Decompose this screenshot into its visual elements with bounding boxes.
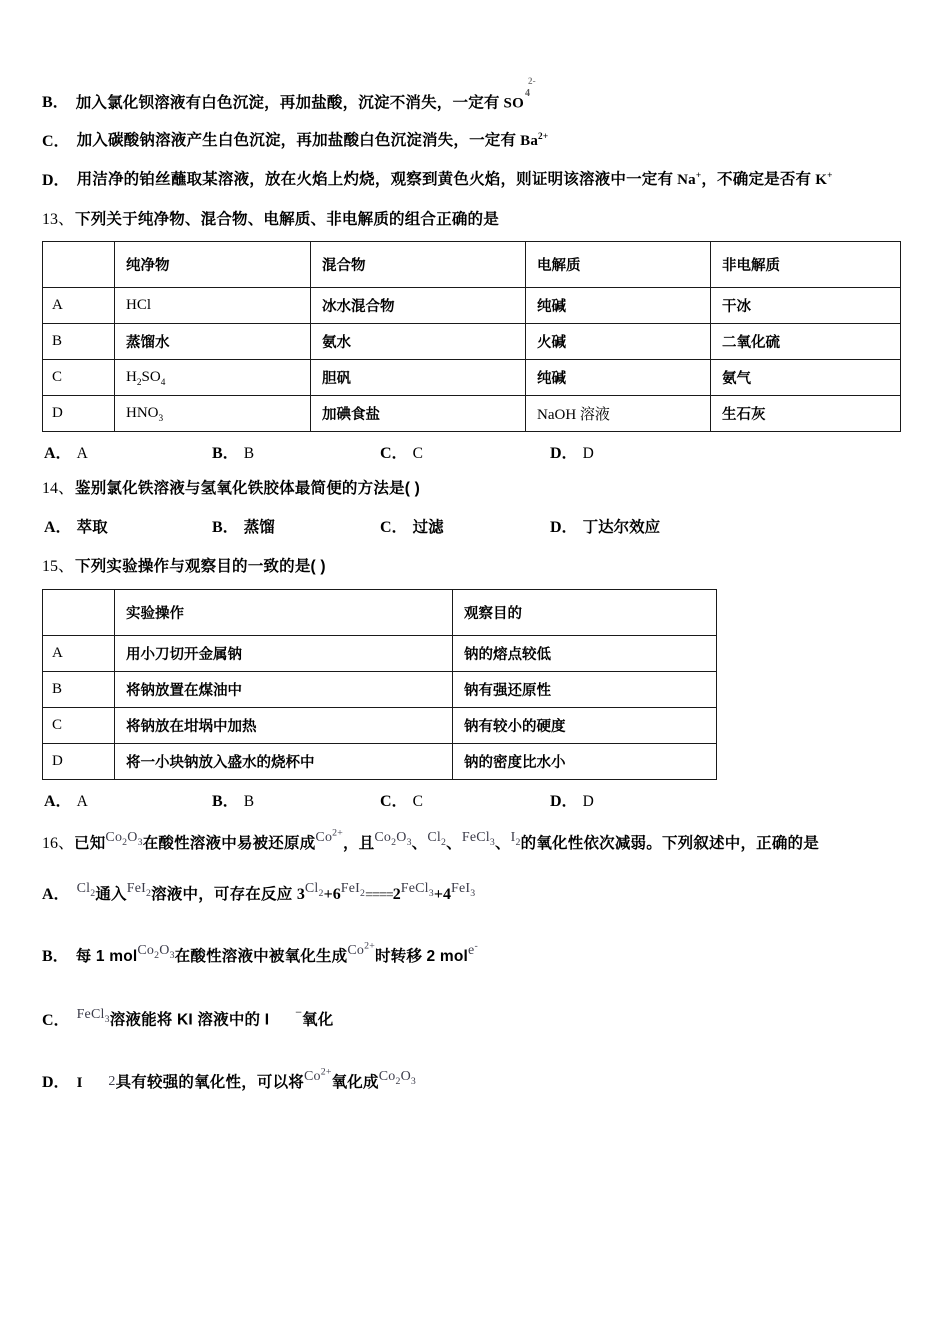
table-13-header-mixture: 混合物 bbox=[311, 242, 526, 288]
barium-base: Ba bbox=[520, 133, 539, 150]
table-13-row-a-label: A bbox=[43, 288, 115, 324]
formula-cl2-3: $Cl_2$ bbox=[304, 880, 324, 899]
question-16-text-7: 的氧化性依次减弱。下列叙述中，正确的是 bbox=[520, 834, 819, 852]
table-row bbox=[43, 635, 717, 671]
table-13-row-a-pure: HCl bbox=[115, 288, 311, 324]
table-13-header-blank bbox=[43, 242, 115, 288]
formula-i2-1: $I_2$ bbox=[510, 829, 521, 848]
page-content bbox=[42, 76, 908, 1131]
question-16-option-b-text-2: 在酸性溶液中被氧化生成 bbox=[174, 947, 348, 965]
table-15-row-b-operation: 将钠放置在煤油中 bbox=[115, 671, 453, 707]
table-15-row-d-label: D bbox=[43, 743, 115, 779]
table-15-row-c-operation: 将钠放在坩埚中加热 bbox=[115, 707, 453, 743]
table-row bbox=[43, 288, 901, 324]
question-16-text-6: 、 bbox=[494, 834, 511, 852]
barium-charge: 2+ bbox=[538, 132, 549, 143]
question-16-text-3: ，且 bbox=[342, 834, 375, 852]
formula-fei2-1: FeI$_2$ bbox=[126, 880, 152, 899]
question-13-table bbox=[42, 241, 901, 432]
question-16-stem bbox=[42, 827, 908, 856]
formula-cl2-1: $Cl_2$ bbox=[427, 829, 447, 848]
formula-electron: e- bbox=[468, 939, 478, 958]
table-row bbox=[43, 743, 717, 779]
question-16-option-b-letter: B． bbox=[42, 947, 69, 965]
question-15-choice-c-value: C bbox=[412, 792, 423, 810]
barium-ion bbox=[516, 133, 548, 149]
table-15-row-d-operation: 将一小块钠放入盛水的烧杯中 bbox=[115, 743, 453, 779]
question-16-option-d-text-2: 具有较强的氧化性，可以将 bbox=[115, 1073, 305, 1091]
table-15-header-row bbox=[43, 589, 717, 635]
question-13-choice-c-letter: C． bbox=[380, 445, 408, 462]
formula-co2o3-4: $Co_2O_3$ bbox=[378, 1068, 416, 1087]
table-13-row-d-label: D bbox=[43, 396, 115, 432]
prev-option-b bbox=[42, 76, 908, 114]
formula-fei3-1: FeI$_3$ bbox=[450, 880, 476, 899]
prev-option-c-body: 加入碳酸钠溶液产生白色沉淀，再加盐酸白色沉淀消失，一定有 bbox=[76, 132, 517, 150]
potassium-base: K bbox=[815, 172, 828, 189]
question-13-number: 13、 bbox=[42, 210, 75, 228]
question-14-choice-b[interactable] bbox=[212, 514, 275, 537]
question-16-option-d-letter: D． bbox=[42, 1073, 70, 1091]
formula-co2plus-3: $Co^{2+}$ bbox=[304, 1065, 332, 1084]
table-row bbox=[43, 324, 901, 360]
prev-option-c-text bbox=[77, 131, 908, 152]
table-15-row-c-purpose: 钠有较小的硬度 bbox=[453, 707, 717, 743]
question-16-option-d-text-3: 氧化成 bbox=[331, 1073, 379, 1091]
question-16-text-2: 在酸性溶液中易被还原成 bbox=[142, 834, 316, 852]
question-15-choice-b-value: B bbox=[243, 792, 255, 810]
table-13-row-a-nonelectrolyte: 干冰 bbox=[711, 288, 901, 324]
table-13-header-pure: 纯净物 bbox=[115, 242, 311, 288]
formula-fecl3-3: FeCl$_3$ bbox=[76, 1006, 110, 1025]
table-15-header-operation: 实验操作 bbox=[115, 589, 453, 635]
question-15-choice-d-letter: D． bbox=[550, 792, 578, 810]
table-15-row-d-purpose: 钠的密度比水小 bbox=[453, 743, 717, 779]
table-row bbox=[43, 671, 717, 707]
table-15-header-purpose: 观察目的 bbox=[453, 589, 717, 635]
question-16-option-a bbox=[42, 882, 908, 908]
question-16-option-c-text-1: 溶液能将 KI 溶液中的 I bbox=[109, 1011, 270, 1029]
table-13-row-a-mixture: 冰水混合物 bbox=[311, 288, 526, 324]
question-15-table bbox=[42, 589, 717, 780]
table-13-header-row bbox=[43, 242, 901, 288]
sulfate-charge: 2- bbox=[527, 76, 536, 86]
table-row bbox=[43, 707, 717, 743]
question-16-option-c-letter: C． bbox=[42, 1011, 70, 1029]
iodine-subscript: 2 bbox=[108, 1073, 116, 1089]
question-13-choice-b-letter: B． bbox=[212, 445, 239, 462]
question-16-option-a-letter: A． bbox=[42, 885, 70, 903]
prev-option-b-body: 加入氯化钡溶液有白色沉淀，再加盐酸，沉淀不消失，一定有 bbox=[75, 94, 500, 112]
question-14-text: 鉴别氯化铁溶液与氢氧化铁胶体最简便的方法是( ) bbox=[75, 480, 420, 497]
table-13-row-b-pure: 蒸馏水 bbox=[115, 324, 311, 360]
prev-option-d bbox=[42, 170, 908, 192]
prev-option-b-text bbox=[75, 76, 908, 114]
table-15-row-c-label: C bbox=[43, 707, 115, 743]
question-13-choices bbox=[42, 440, 908, 464]
table-13-row-b-nonelectrolyte: 二氧化硫 bbox=[711, 324, 901, 360]
question-16-option-c-text-2: 氧化 bbox=[302, 1011, 334, 1029]
coeff-4: +4 bbox=[433, 885, 451, 903]
table-13-row-c-pure: $H_2SO_4$ bbox=[115, 360, 311, 396]
coeff-3: 3 bbox=[296, 885, 305, 903]
table-15-header-blank bbox=[43, 589, 115, 635]
question-15-number: 15、 bbox=[42, 558, 75, 576]
question-15-choice-c-letter: C． bbox=[380, 792, 408, 810]
prev-option-d-body1: 用洁净的铂丝蘸取某溶液，放在火焰上灼烧，观察到黄色火焰，则证明该溶液中一定有 bbox=[76, 171, 674, 189]
table-15-row-a-label: A bbox=[43, 635, 115, 671]
question-14-choice-c-value: 过滤 bbox=[412, 519, 444, 537]
question-14-choice-d[interactable] bbox=[550, 514, 660, 537]
question-16-option-b-text-3: 时转移 2 mol bbox=[374, 947, 469, 965]
question-16-text-5: 、 bbox=[446, 834, 462, 852]
question-15-choice-d-value: D bbox=[582, 792, 594, 810]
formula-fecl3-2: FeCl$_3$ bbox=[400, 880, 434, 899]
table-15-row-a-purpose: 钠的熔点较低 bbox=[453, 635, 717, 671]
prev-option-b-letter: B． bbox=[42, 94, 69, 111]
question-14-choice-c-letter: C． bbox=[380, 519, 408, 537]
formula-fei2-2: FeI$_2$ bbox=[340, 880, 366, 899]
table-13-row-d-pure: $HNO_3$ bbox=[115, 396, 311, 432]
question-13-choice-d[interactable] bbox=[550, 440, 594, 463]
question-15-choice-b[interactable] bbox=[212, 788, 254, 811]
formula-co2plus-2: $Co^{2+}$ bbox=[347, 939, 375, 958]
sulfate-subscript: 4 bbox=[524, 88, 531, 99]
question-16-number: 16、 bbox=[42, 834, 75, 852]
coeff-6: +6 bbox=[323, 885, 341, 903]
question-16-text-1: 已知 bbox=[74, 834, 106, 852]
question-13-choice-d-value: D bbox=[582, 445, 594, 462]
question-13-choice-a[interactable] bbox=[44, 440, 88, 463]
question-14-number: 14、 bbox=[42, 480, 75, 497]
formula-co2plus-1: $Co^{2+}$ bbox=[315, 827, 343, 845]
question-14-stem bbox=[42, 478, 908, 500]
question-14-choice-c[interactable] bbox=[380, 514, 444, 537]
question-15-choice-d[interactable] bbox=[550, 788, 594, 811]
question-15-choice-c[interactable] bbox=[380, 788, 423, 811]
prev-option-c bbox=[42, 131, 908, 153]
reaction-arrow: ==== bbox=[365, 887, 393, 903]
question-15-choice-b-letter: B． bbox=[212, 792, 239, 810]
question-15-choice-a[interactable] bbox=[44, 788, 88, 811]
question-13-choice-d-letter: D． bbox=[550, 445, 578, 462]
question-13-choice-c-value: C bbox=[412, 445, 423, 462]
sodium-charge: + bbox=[695, 171, 702, 182]
question-14-choice-a-letter: A． bbox=[44, 519, 72, 537]
sodium-base: Na bbox=[677, 172, 696, 189]
question-15-choice-a-value: A bbox=[76, 792, 88, 810]
question-16-option-a-text-1: 通入 bbox=[95, 885, 127, 903]
table-15-row-b-label: B bbox=[43, 671, 115, 707]
question-16-text-4: 、 bbox=[411, 834, 428, 852]
table-15-row-a-operation: 用小刀切开金属钠 bbox=[115, 635, 453, 671]
question-13-choice-c[interactable] bbox=[380, 440, 423, 463]
prev-option-d-letter: D． bbox=[42, 172, 70, 190]
table-row bbox=[43, 396, 901, 432]
table-13-row-a-electrolyte: 纯碱 bbox=[526, 288, 711, 324]
question-15-stem bbox=[42, 556, 908, 578]
question-16-option-a-text-2: 溶液中，可存在反应 bbox=[151, 885, 293, 903]
question-15-choices bbox=[42, 788, 908, 812]
question-13-choice-a-value: A bbox=[76, 445, 88, 462]
potassium-ion bbox=[811, 172, 832, 188]
table-15-row-b-purpose: 钠有强还原性 bbox=[453, 671, 717, 707]
question-13-choice-a-letter: A． bbox=[44, 445, 72, 462]
table-13-row-d-mixture: 加碘食盐 bbox=[311, 396, 526, 432]
question-16-option-d bbox=[42, 1065, 908, 1096]
question-13-text: 下列关于纯净物、混合物、电解质、非电解质的组合正确的是 bbox=[75, 210, 499, 228]
formula-co2o3-3: $Co_2O_3$ bbox=[137, 942, 175, 961]
question-13-choice-b[interactable] bbox=[212, 440, 254, 463]
formula-co2o3-1: $Co_2O_3$ bbox=[105, 829, 143, 848]
formula-cl2-2: $Cl_2$ bbox=[76, 880, 96, 899]
question-14-choice-d-value: 丁达尔效应 bbox=[582, 519, 661, 537]
table-13-row-b-electrolyte: 火碱 bbox=[526, 324, 711, 360]
question-16-option-b bbox=[42, 939, 908, 970]
question-13-stem bbox=[42, 209, 908, 231]
prev-option-c-letter: C． bbox=[42, 133, 70, 151]
iodide-charge: − bbox=[295, 1005, 303, 1020]
table-13-row-c-mixture: 胆矾 bbox=[311, 360, 526, 396]
question-14-choice-a[interactable] bbox=[44, 514, 108, 537]
question-13-choice-b-value: B bbox=[243, 445, 255, 462]
prev-option-d-body2: ，不确定是否有 bbox=[701, 171, 812, 189]
question-16-option-c bbox=[42, 1005, 908, 1033]
table-13-row-c-electrolyte: 纯碱 bbox=[526, 360, 711, 396]
question-14-choice-a-value: 萃取 bbox=[76, 519, 108, 537]
sulfate-formula: SO bbox=[499, 95, 524, 112]
table-13-row-c-label: C bbox=[43, 360, 115, 396]
formula-fecl3-1: FeCl$_3$ bbox=[461, 829, 495, 848]
question-15-choice-a-letter: A． bbox=[44, 792, 72, 810]
table-13-header-electrolyte: 电解质 bbox=[526, 242, 711, 288]
table-13-row-b-label: B bbox=[43, 324, 115, 360]
table-row bbox=[43, 360, 901, 396]
table-13-row-c-nonelectrolyte: 氨气 bbox=[711, 360, 901, 396]
question-14-choice-d-letter: D． bbox=[550, 519, 578, 537]
table-13-row-b-mixture: 氨水 bbox=[311, 324, 526, 360]
table-13-row-d-nonelectrolyte: 生石灰 bbox=[711, 396, 901, 432]
coeff-2: 2 bbox=[392, 885, 401, 903]
sulfate-charge-group bbox=[524, 76, 542, 108]
question-14-choice-b-letter: B． bbox=[212, 519, 239, 537]
question-14-choices bbox=[42, 514, 908, 538]
prev-option-d-text bbox=[77, 170, 908, 191]
potassium-charge: + bbox=[827, 171, 833, 182]
question-14-choice-b-value: 蒸馏 bbox=[243, 519, 275, 537]
formula-co2o3-2: $Co_2O_3$ bbox=[374, 829, 412, 848]
sodium-ion bbox=[673, 172, 701, 188]
question-16-option-b-text-1: 每 1 mol bbox=[75, 947, 138, 965]
iodine-symbol: I bbox=[76, 1074, 83, 1091]
table-13-row-d-electrolyte: NaOH 溶液 bbox=[526, 396, 711, 432]
question-15-text: 下列实验操作与观察目的一致的是( ) bbox=[75, 558, 326, 576]
table-13-header-nonelectrolyte: 非电解质 bbox=[711, 242, 901, 288]
